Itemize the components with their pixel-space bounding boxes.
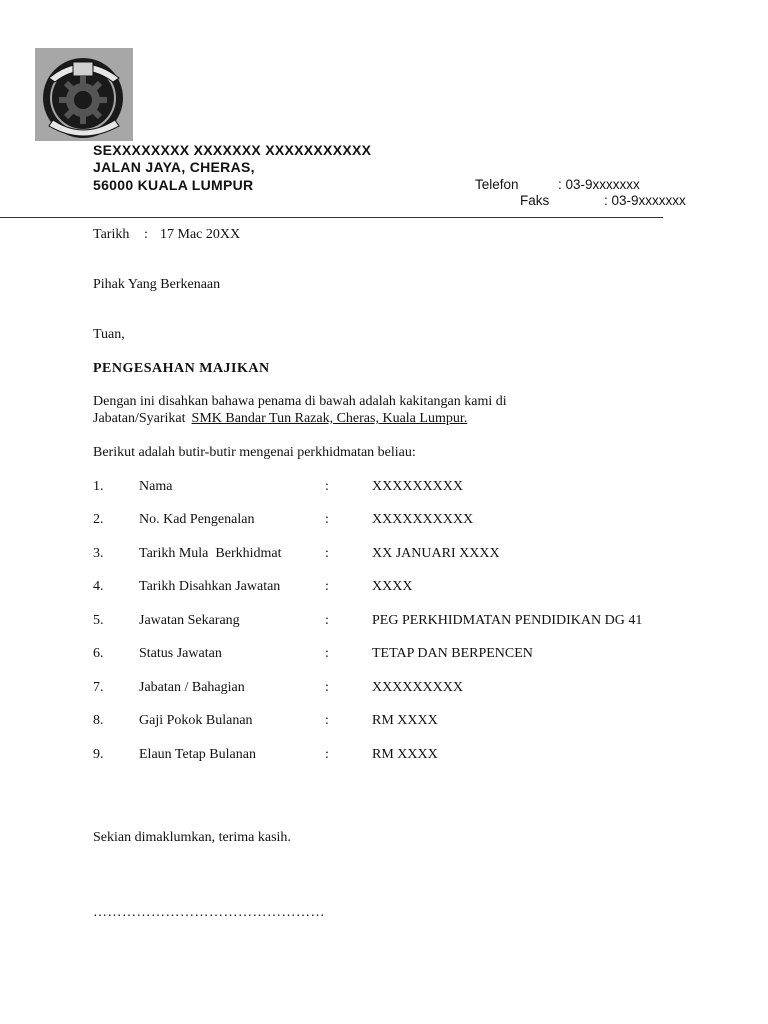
school-name: SEXXXXXXXX XXXXXXX XXXXXXXXXXX (93, 142, 372, 158)
organization-name: SMK Bandar Tun Razak, Cheras, Kuala Lumpur. (191, 411, 468, 426)
detail-label: Jabatan / Bahagian (139, 680, 245, 695)
detail-label: No. Kad Pengenalan (139, 512, 255, 527)
addressee: Pihak Yang Berkenaan (93, 277, 221, 292)
salutation: Tuan, (93, 327, 125, 342)
detail-label: Tarikh Mula Berkhidmat (139, 546, 282, 561)
detail-colon: : (325, 646, 329, 661)
detail-value: XXXXXXXXX (372, 680, 463, 695)
detail-colon: : (325, 579, 329, 594)
detail-row (0, 546, 768, 564)
details-lead: Berikut adalah butir-butir mengenai perkhidmatan beliau: (93, 445, 416, 460)
detail-number: 8. (93, 713, 104, 728)
detail-value: PEG PERKHIDMATAN PENDIDIKAN DG 41 (372, 613, 643, 628)
detail-label: Gaji Pokok Bulanan (139, 713, 253, 728)
intro-line-1: Dengan ini disahkan bahawa penama di bawah adalah kakitangan kami di (93, 394, 507, 409)
detail-value: XXXX (372, 579, 413, 594)
detail-label: Jawatan Sekarang (139, 613, 240, 628)
detail-number: 6. (93, 646, 104, 661)
detail-value: XXXXXXXXXX (372, 512, 474, 527)
detail-number: 1. (93, 479, 104, 494)
detail-value: XX JANUARI XXXX (372, 546, 500, 561)
detail-label: Tarikh Disahkan Jawatan (139, 579, 281, 594)
detail-colon: : (325, 747, 329, 762)
telefon-value: : 03-9xxxxxxx (558, 177, 640, 192)
address-street: JALAN JAYA, CHERAS, (93, 159, 255, 175)
detail-row (0, 646, 768, 664)
detail-row (0, 680, 768, 698)
detail-colon: : (325, 713, 329, 728)
detail-value: XXXXXXXXX (372, 479, 463, 494)
date-label: Tarikh (93, 227, 130, 242)
detail-number: 4. (93, 579, 104, 594)
detail-row (0, 613, 768, 631)
date-value: 17 Mac 20XX (160, 227, 241, 242)
detail-colon: : (325, 546, 329, 561)
detail-number: 9. (93, 747, 104, 762)
detail-number: 2. (93, 512, 104, 527)
closing-remark: Sekian dimaklumkan, terima kasih. (93, 830, 291, 845)
detail-colon: : (325, 680, 329, 695)
school-crest-logo (35, 48, 133, 141)
school-crest-icon (35, 48, 133, 141)
intro-line-2 (93, 411, 467, 427)
faks-value: : 03-9xxxxxxx (604, 193, 686, 208)
detail-row (0, 579, 768, 597)
date-colon: : (144, 227, 148, 242)
detail-row (0, 747, 768, 765)
detail-row (0, 713, 768, 731)
detail-label: Status Jawatan (139, 646, 222, 661)
detail-number: 5. (93, 613, 104, 628)
header-divider (0, 217, 663, 218)
telefon-label: Telefon (475, 177, 519, 192)
detail-label: Nama (139, 479, 173, 494)
detail-colon: : (325, 613, 329, 628)
detail-value: RM XXXX (372, 713, 438, 728)
detail-label: Elaun Tetap Bulanan (139, 747, 256, 762)
intro-line-2-prefix: Jabatan/Syarikat (93, 411, 186, 426)
detail-value: RM XXXX (372, 747, 438, 762)
detail-colon: : (325, 479, 329, 494)
detail-value: TETAP DAN BERPENCEN (372, 646, 533, 661)
detail-number: 7. (93, 680, 104, 695)
signature-line: ………………………………………… (93, 905, 325, 920)
detail-row (0, 479, 768, 497)
detail-number: 3. (93, 546, 104, 561)
address-city: 56000 KUALA LUMPUR (93, 177, 254, 193)
detail-colon: : (325, 512, 329, 527)
faks-label: Faks (520, 193, 550, 208)
letter-subject: PENGESAHAN MAJIKAN (93, 361, 270, 376)
detail-row (0, 512, 768, 530)
